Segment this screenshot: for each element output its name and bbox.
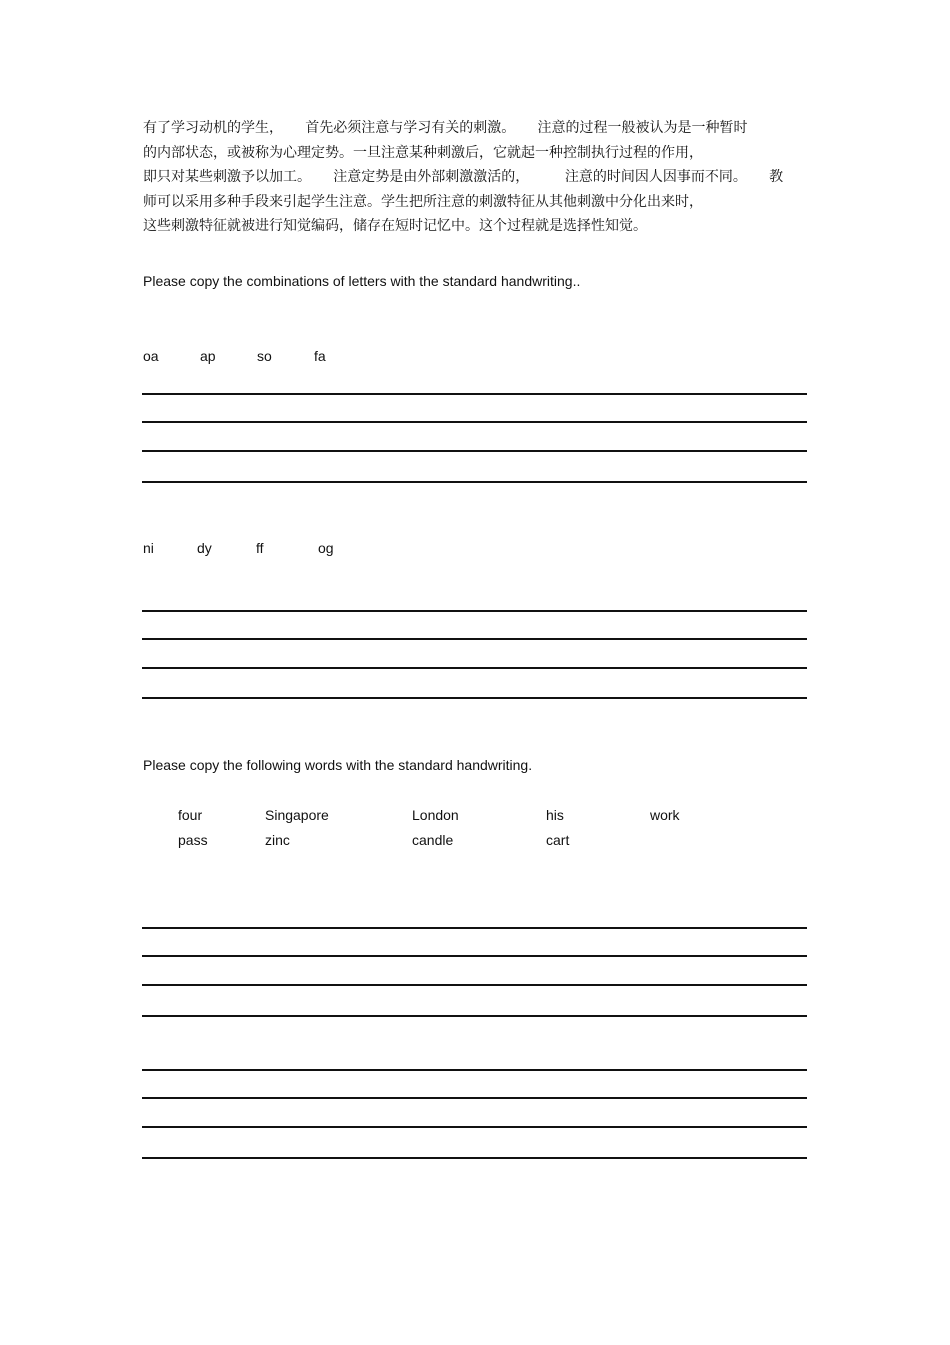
word-item: pass xyxy=(178,832,208,848)
word-item: Singapore xyxy=(265,807,329,823)
writing-line xyxy=(142,481,807,483)
intro-paragraph xyxy=(143,116,813,239)
writing-line xyxy=(142,610,807,612)
writing-line xyxy=(142,667,807,669)
intro-line: 师可以采用多种手段来引起学生注意。学生把所注意的刺激特征从其他刺激中分化出来时， xyxy=(143,193,703,210)
word-item: London xyxy=(412,807,459,823)
writing-line xyxy=(142,638,807,640)
letter-combo: oa xyxy=(143,348,159,364)
word-item: four xyxy=(178,807,203,823)
letter-combo: so xyxy=(257,348,272,364)
word-item: candle xyxy=(412,832,454,848)
words-instruction: Please copy the following words with the standard handwriting. xyxy=(143,757,533,773)
letter-combo: ni xyxy=(143,540,154,556)
letter-combo: fa xyxy=(314,348,326,364)
writing-line xyxy=(142,450,807,452)
letters-instruction: Please copy the combinations of letters with the standard handwriting.. xyxy=(143,273,581,289)
writing-line xyxy=(142,393,807,395)
letter-combo: dy xyxy=(197,540,212,556)
writing-line xyxy=(142,1015,807,1017)
writing-line xyxy=(142,1157,807,1159)
intro-line: 的内部状态，或被称为心理定势。一旦注意某种刺激后，它就起一种控制执行过程的作用， xyxy=(143,144,703,161)
word-item: his xyxy=(546,807,564,823)
writing-line xyxy=(142,955,807,957)
intro-line: 有了学习动机的学生， 首先必须注意与学习有关的刺激。 注意的过程一般被认为是一种暂时 xyxy=(143,120,748,136)
writing-line xyxy=(142,984,807,986)
writing-line xyxy=(142,1126,807,1128)
letter-combo: ap xyxy=(200,348,216,364)
letter-combo: ff xyxy=(256,540,264,556)
writing-line xyxy=(142,927,807,929)
word-item: work xyxy=(650,807,680,823)
writing-line xyxy=(142,697,807,699)
word-item: zinc xyxy=(265,832,290,848)
writing-line xyxy=(142,1097,807,1099)
writing-line xyxy=(142,421,807,423)
word-item: cart xyxy=(546,832,570,848)
writing-line xyxy=(142,1069,807,1071)
intro-line: 这些刺激特征就被进行知觉编码，储存在短时记忆中。这个过程就是选择性知觉。 xyxy=(143,218,647,235)
intro-line: 即只对某些刺激予以加工。 注意定势是由外部刺激激活的， 注意的时间因人因事而不同。 教 xyxy=(143,169,784,186)
letter-combo: og xyxy=(318,540,334,556)
